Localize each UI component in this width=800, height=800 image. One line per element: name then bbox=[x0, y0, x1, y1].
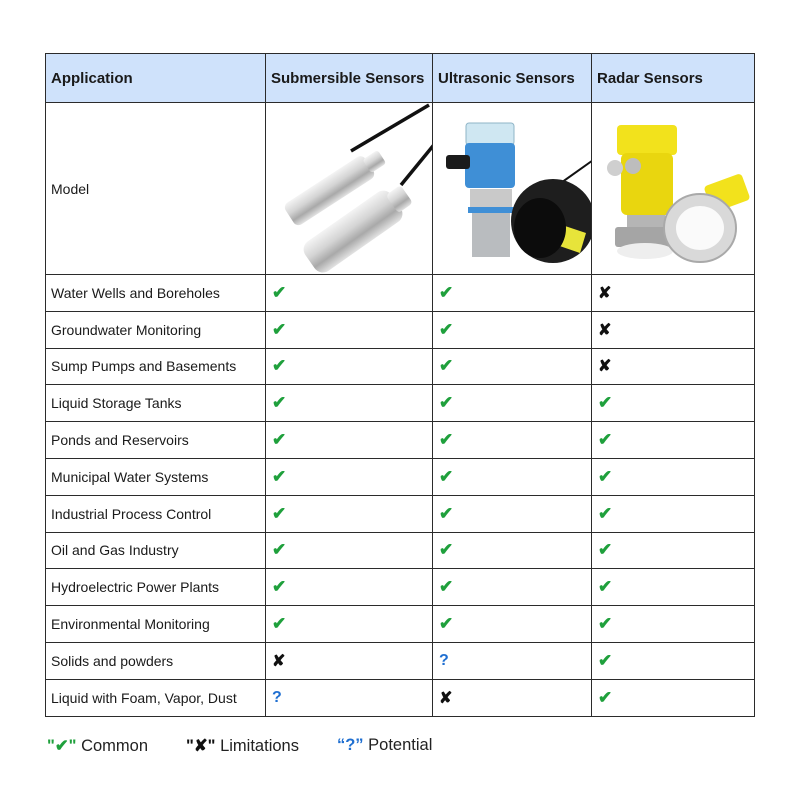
model-row bbox=[46, 103, 755, 275]
table-row bbox=[46, 642, 755, 679]
submersible-cell bbox=[266, 569, 433, 606]
application-cell: Industrial Process Control bbox=[46, 495, 266, 532]
cross-icon: ✘ bbox=[598, 358, 612, 376]
check-icon: ✔ bbox=[272, 430, 287, 450]
submersible-cell bbox=[266, 532, 433, 569]
check-icon: ✔ bbox=[272, 577, 287, 597]
table-row bbox=[46, 495, 755, 532]
check-icon: ✔ bbox=[598, 687, 613, 707]
ultrasonic-cell bbox=[433, 311, 592, 348]
header-ultrasonic: Ultrasonic Sensors bbox=[433, 54, 592, 103]
table-row bbox=[46, 311, 755, 348]
legend-common-label: Common bbox=[81, 737, 149, 755]
question-icon: ? bbox=[272, 688, 282, 706]
check-icon: ✔ bbox=[272, 614, 287, 634]
check-icon: ✔ bbox=[439, 577, 454, 597]
ultrasonic-cell bbox=[433, 569, 592, 606]
check-icon: ✔ bbox=[439, 466, 454, 486]
submersible-cell bbox=[266, 275, 433, 312]
application-cell: Ponds and Reservoirs bbox=[46, 422, 266, 459]
check-icon: ✔ bbox=[272, 282, 287, 302]
check-icon: ✔ bbox=[598, 430, 613, 450]
radar-cell bbox=[592, 679, 755, 716]
submersible-cell bbox=[266, 495, 433, 532]
check-icon: ✔ bbox=[598, 503, 613, 523]
submersible-cell bbox=[266, 348, 433, 385]
header-row bbox=[46, 54, 755, 103]
check-icon: ✔ bbox=[439, 282, 454, 302]
table-row bbox=[46, 532, 755, 569]
table-row bbox=[46, 275, 755, 312]
check-icon: "✔" bbox=[47, 737, 77, 755]
radar-cell bbox=[592, 422, 755, 459]
ultrasonic-cell bbox=[433, 495, 592, 532]
application-cell: Groundwater Monitoring bbox=[46, 311, 266, 348]
check-icon: ✔ bbox=[272, 319, 287, 339]
check-icon: ✔ bbox=[598, 393, 613, 413]
check-icon: ✔ bbox=[439, 393, 454, 413]
submersible-cell bbox=[266, 385, 433, 422]
radar-cell bbox=[592, 606, 755, 643]
application-cell: Sump Pumps and Basements bbox=[46, 348, 266, 385]
table-row bbox=[46, 569, 755, 606]
comparison-table bbox=[45, 53, 755, 717]
submersible-cell bbox=[266, 642, 433, 679]
legend bbox=[47, 736, 470, 756]
question-icon: “?” bbox=[336, 736, 364, 754]
check-icon: ✔ bbox=[439, 503, 454, 523]
submersible-cell bbox=[266, 311, 433, 348]
application-cell: Municipal Water Systems bbox=[46, 458, 266, 495]
check-icon: ✔ bbox=[272, 466, 287, 486]
check-icon: ✔ bbox=[439, 430, 454, 450]
ultrasonic-cell bbox=[433, 679, 592, 716]
check-icon: ✔ bbox=[272, 540, 287, 560]
check-icon: ✔ bbox=[272, 503, 287, 523]
ultrasonic-sensor-image bbox=[433, 103, 592, 275]
ultrasonic-cell bbox=[433, 532, 592, 569]
submersible-cell bbox=[266, 606, 433, 643]
radar-sensor-image bbox=[592, 103, 755, 275]
submersible-cell bbox=[266, 458, 433, 495]
legend-common bbox=[47, 736, 148, 756]
table-row bbox=[46, 385, 755, 422]
legend-limitations-label: Limitations bbox=[220, 737, 299, 755]
table-row bbox=[46, 606, 755, 643]
ultrasonic-cell bbox=[433, 348, 592, 385]
question-icon: ? bbox=[439, 651, 449, 669]
ultrasonic-cell bbox=[433, 458, 592, 495]
check-icon: ✔ bbox=[439, 319, 454, 339]
legend-potential bbox=[337, 736, 432, 756]
check-icon: ✔ bbox=[598, 577, 613, 597]
table-row bbox=[46, 348, 755, 385]
cross-icon: ✘ bbox=[598, 321, 612, 339]
radar-cell bbox=[592, 495, 755, 532]
cross-icon: ✘ bbox=[439, 689, 453, 707]
table-row bbox=[46, 422, 755, 459]
application-cell: Water Wells and Boreholes bbox=[46, 275, 266, 312]
submersible-cell bbox=[266, 422, 433, 459]
check-icon: ✔ bbox=[272, 356, 287, 376]
submersible-cell bbox=[266, 679, 433, 716]
application-cell: Hydroelectric Power Plants bbox=[46, 569, 266, 606]
header-application: Application bbox=[46, 54, 266, 103]
ultrasonic-cell bbox=[433, 642, 592, 679]
radar-cell bbox=[592, 642, 755, 679]
check-icon: ✔ bbox=[598, 650, 613, 670]
check-icon: ✔ bbox=[272, 393, 287, 413]
submersible-sensor-image bbox=[266, 103, 433, 275]
application-cell: Liquid with Foam, Vapor, Dust bbox=[46, 679, 266, 716]
legend-limitations bbox=[186, 736, 299, 756]
radar-cell bbox=[592, 569, 755, 606]
header-submersible: Submersible Sensors bbox=[266, 54, 433, 103]
cross-icon: ✘ bbox=[272, 652, 286, 670]
radar-cell bbox=[592, 275, 755, 312]
check-icon: ✔ bbox=[598, 614, 613, 634]
model-label: Model bbox=[46, 103, 266, 275]
application-cell: Solids and powders bbox=[46, 642, 266, 679]
ultrasonic-cell bbox=[433, 275, 592, 312]
check-icon: ✔ bbox=[439, 356, 454, 376]
check-icon: ✔ bbox=[598, 466, 613, 486]
legend-potential-label: Potential bbox=[368, 736, 433, 754]
cross-icon: "✘" bbox=[186, 737, 216, 755]
header-radar: Radar Sensors bbox=[592, 54, 755, 103]
check-icon: ✔ bbox=[439, 614, 454, 634]
ultrasonic-cell bbox=[433, 385, 592, 422]
radar-cell bbox=[592, 311, 755, 348]
application-cell: Environmental Monitoring bbox=[46, 606, 266, 643]
check-icon: ✔ bbox=[598, 540, 613, 560]
radar-cell bbox=[592, 532, 755, 569]
cross-icon: ✘ bbox=[598, 284, 612, 302]
application-cell: Oil and Gas Industry bbox=[46, 532, 266, 569]
radar-cell bbox=[592, 458, 755, 495]
radar-cell bbox=[592, 385, 755, 422]
table-row bbox=[46, 679, 755, 716]
radar-cell bbox=[592, 348, 755, 385]
ultrasonic-cell bbox=[433, 606, 592, 643]
table-row bbox=[46, 458, 755, 495]
application-cell: Liquid Storage Tanks bbox=[46, 385, 266, 422]
ultrasonic-cell bbox=[433, 422, 592, 459]
check-icon: ✔ bbox=[439, 540, 454, 560]
